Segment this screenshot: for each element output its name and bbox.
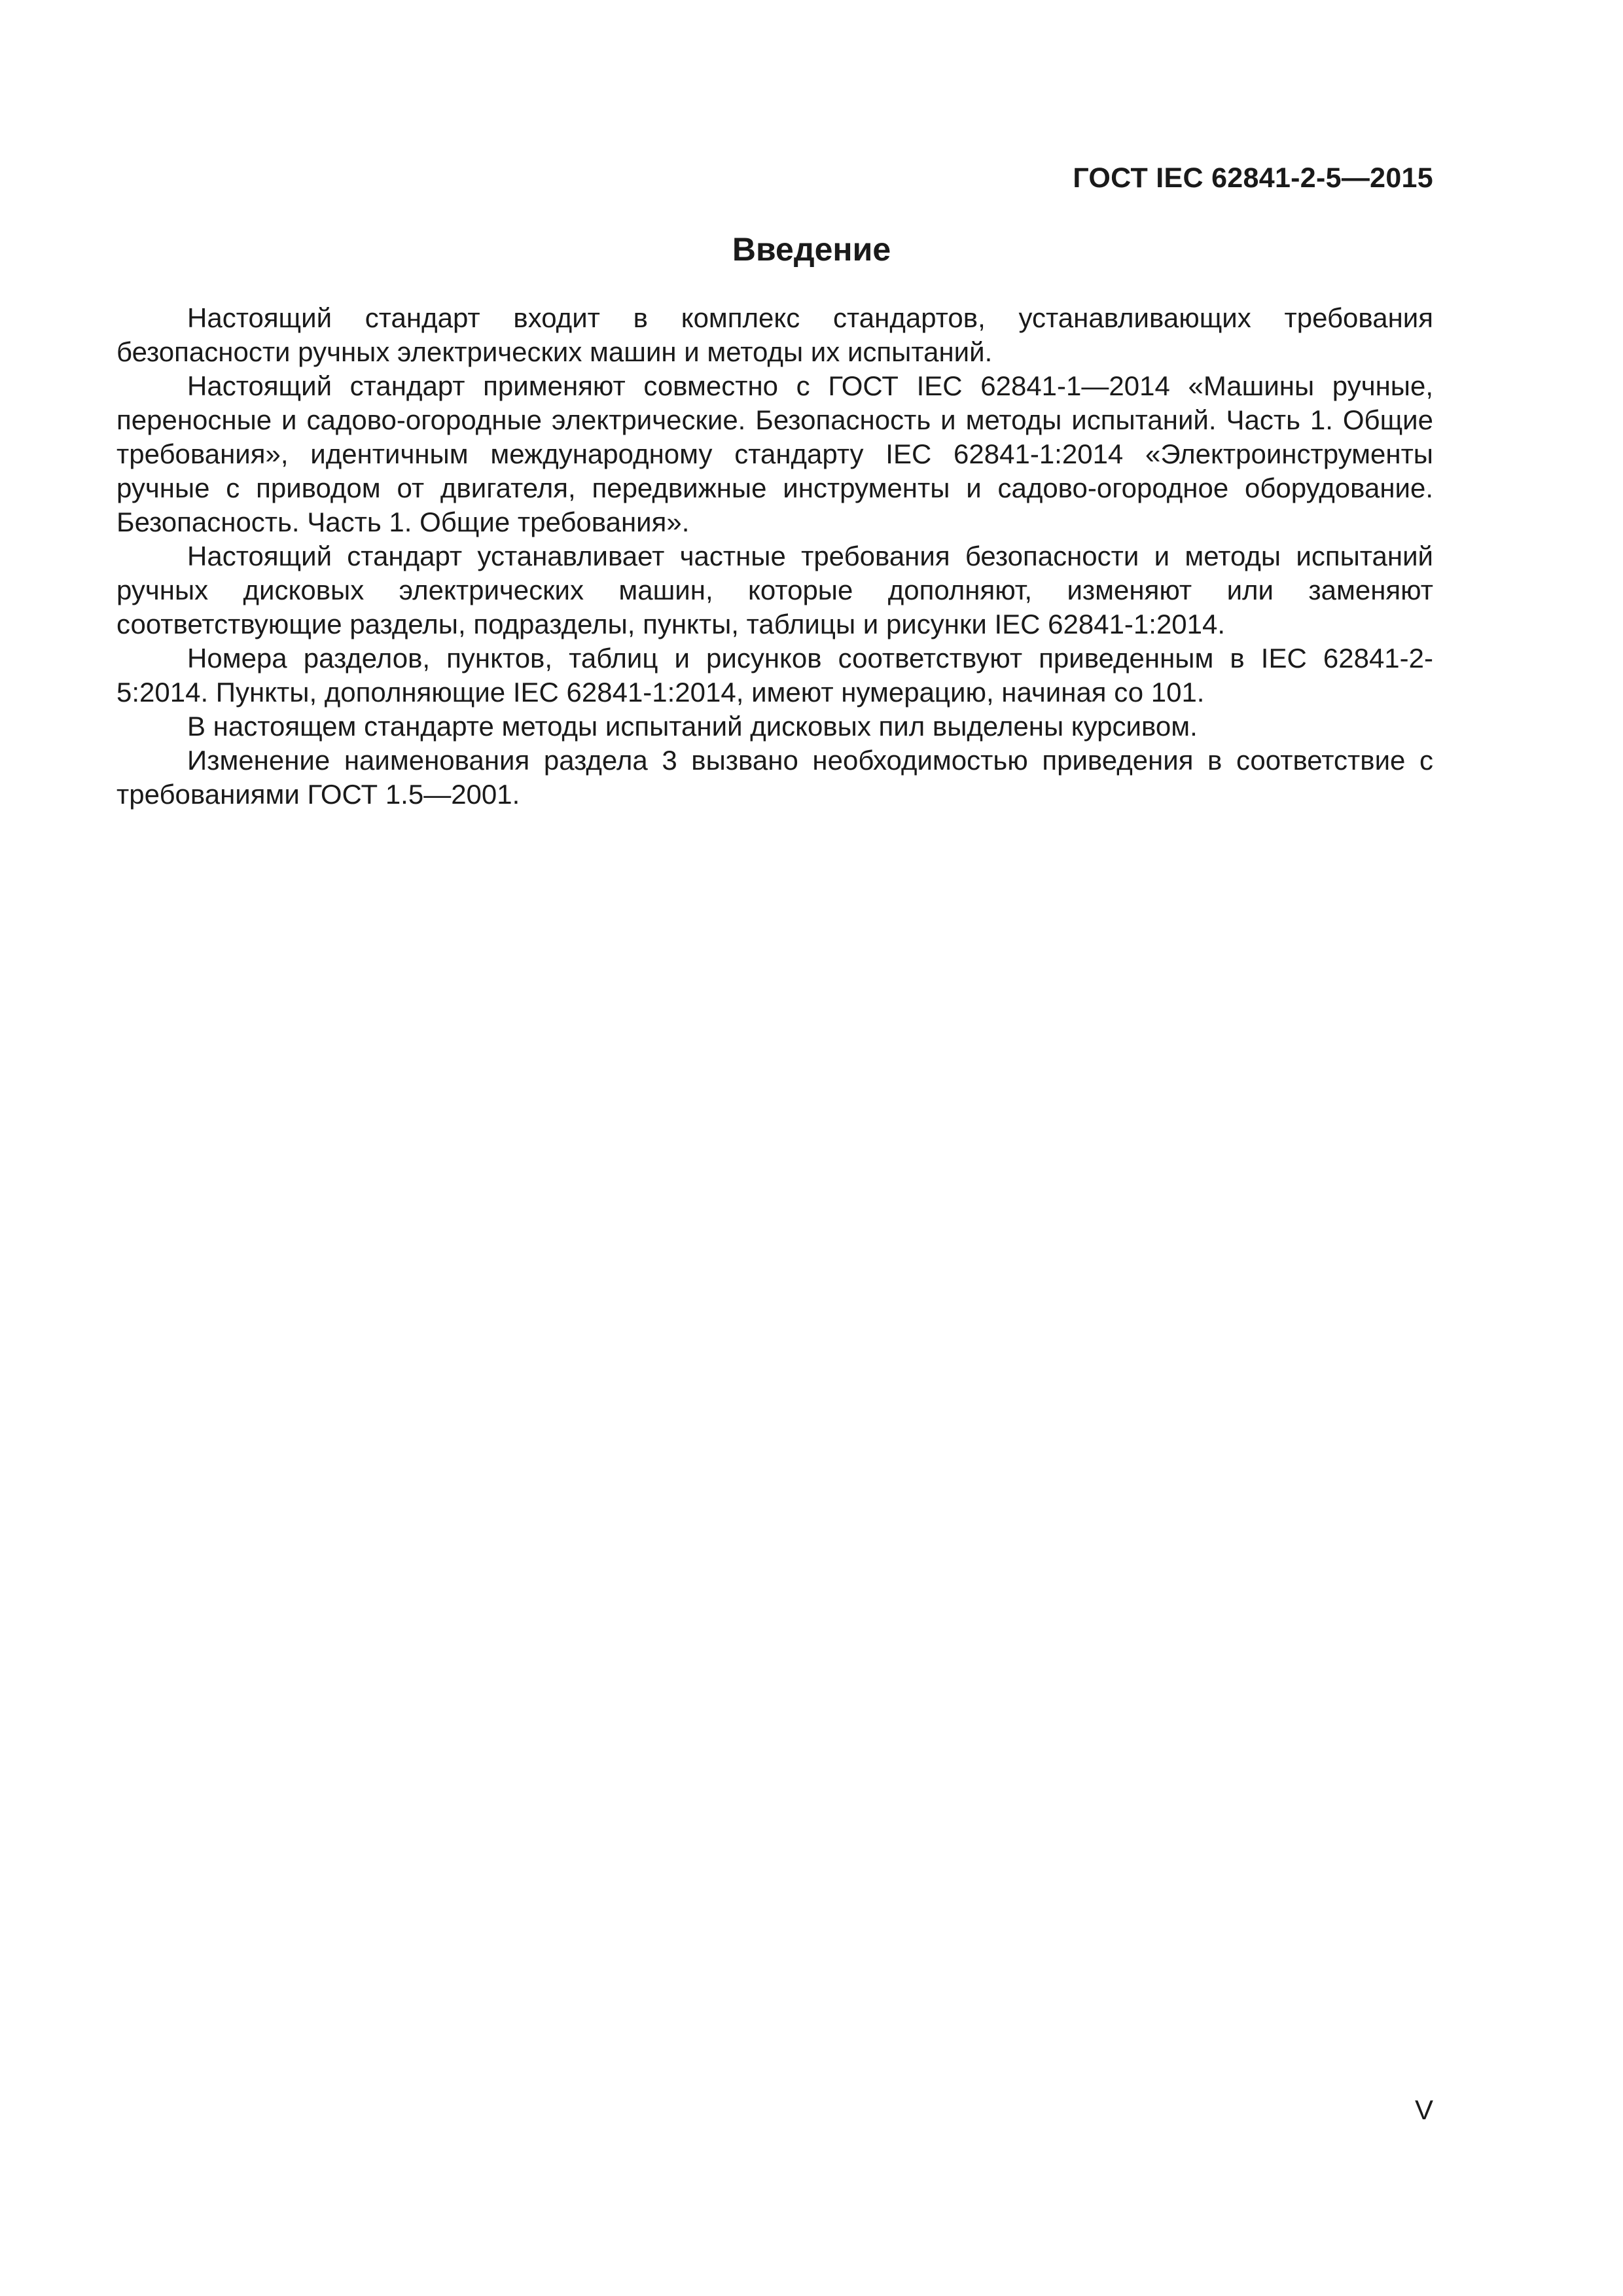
section-title: Введение bbox=[732, 231, 891, 268]
paragraph-5: В настоящем стандарте методы испытаний дисковых пил выделены курсивом. bbox=[187, 711, 1198, 742]
introduction-body bbox=[116, 301, 1433, 812]
paragraph-1: Настоящий стандарт входит в комплекс стандартов, устанавливающих требования безопасности ручных электрических машин и методы их испытаний. bbox=[116, 302, 1433, 367]
document-code-header: ГОСТ IEC 62841-2-5—2015 bbox=[1073, 162, 1433, 194]
paragraph-4: Номера разделов, пунктов, таблиц и рисунков соответствуют приведенным в IEC 62841-2-5:2014. Пункты, дополняющие IEC 62841-1:2014, имеют нумерацию, начиная со 101. bbox=[116, 643, 1433, 708]
page-number: V bbox=[1414, 2094, 1433, 2125]
paragraph-3: Настоящий стандарт устанавливает частные требования безопасности и методы испытаний ручных дисковых электрических машин, которые дополняют, изменяют или заменяют соответствующие разделы, подразделы, пункты, таблицы и рисунки IEC 62841-1:2014. bbox=[116, 541, 1433, 639]
paragraph-6: Изменение наименования раздела 3 вызвано необходимостью приведения в соответствие с требованиями ГОСТ 1.5—2001. bbox=[116, 745, 1433, 810]
paragraph-2: Настоящий стандарт применяют совместно с ГОСТ IEC 62841-1—2014 «Машины ручные, переносные и садово-огородные электрические. Безопасность и методы испытаний. Часть 1. Общие требования», идентичным международному стандарту IEC 62841-1:2014 «Электроинструменты ручные с приводом от двигателя, передвижные инструменты и садово-огородное оборудование. Безопасность. Часть 1. Общие требования». bbox=[116, 370, 1433, 537]
